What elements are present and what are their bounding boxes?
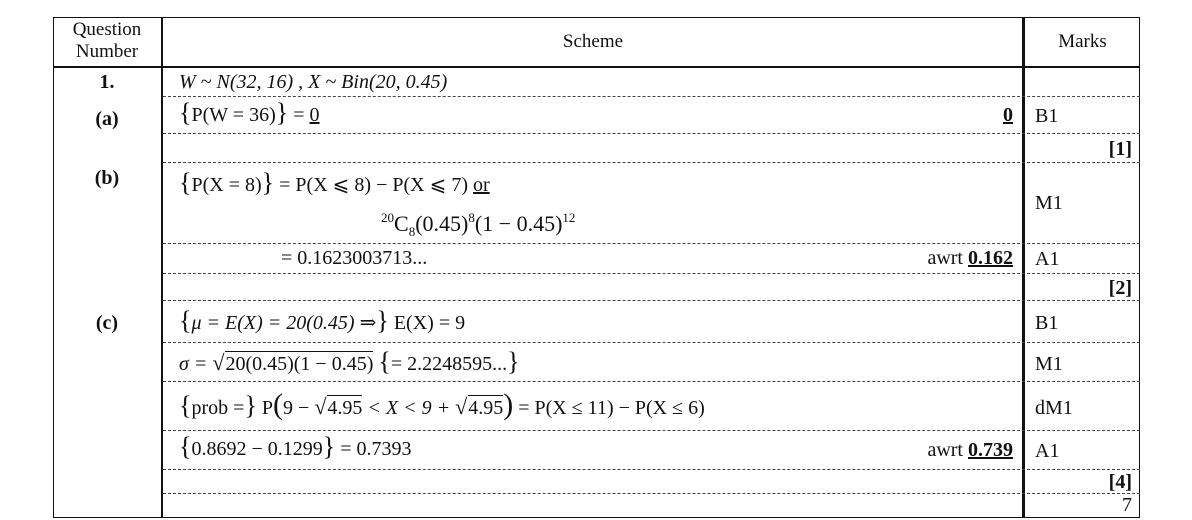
part-b-q-exp: 12 [562,210,576,225]
part-b-difference: = P(X ⩽ 8) − P(X ⩽ 7) [274,174,473,196]
part-c-answer [927,439,1013,462]
part-b-r: 8 [408,224,416,239]
part-a-value: 0 [309,104,320,126]
part-b-or: or [473,174,490,196]
row-rule [163,300,1140,301]
part-b-result: = 0.1623003713... [281,247,428,269]
table-border-top [53,17,1140,18]
part-c-label: (c) [95,312,119,334]
table-border-bottom [53,517,1140,518]
part-b-label: (b) [94,167,120,189]
part-c-mark3: dM1 [1035,397,1073,419]
part-c-result: = 0.7393 [335,438,412,460]
part-b-c: C [394,211,409,236]
mark-scheme-table [53,17,1140,518]
row-rule [163,381,1140,382]
part-c-ex: E(X) = 9 [388,312,466,334]
part-a-working: {P(W = 36)} = 0 [179,98,320,127]
row-rule [163,162,1140,163]
header-rule [53,66,1140,68]
part-c-sigma-value: = 2.2248595... [390,353,508,375]
part-a-expression: P(W = 36) [191,104,276,126]
header-marks: Marks [1058,31,1107,52]
part-b-q: (1 − 0.45) [474,211,563,236]
part-b-mark2: A1 [1035,248,1060,270]
part-b-line2 [381,210,575,240]
part-b-expression: P(X = 8) [191,174,262,196]
part-c-total: [4] [1108,471,1132,493]
part-a-mark: B1 [1035,105,1059,127]
row-rule [163,133,1140,134]
part-a-answer [1003,104,1013,127]
grand-total: 7 [1122,494,1132,516]
part-a-equals: = [288,104,310,126]
column-divider-question [161,17,163,518]
part-c-p: P [256,397,274,419]
part-c-root2: 4.95 [468,397,504,419]
part-b-mark1: M1 [1035,192,1063,214]
part-b-p: (0.45) [415,211,469,236]
part-a-answer-value: 0 [1003,104,1013,126]
part-a-total: [1] [1108,138,1132,160]
part-b-line1: {P(X = 8)} = P(X ⩽ 8) − P(X ⩽ 7) or [179,168,490,197]
part-c-mean: μ = E(X) = 20(0.45) ⇒ [191,312,377,334]
row-rule [163,243,1140,244]
header-question-number: Question Number [72,19,142,62]
part-c-sigma: σ = [179,353,213,375]
part-b-total: [2] [1108,277,1132,299]
column-divider-marks [1022,17,1025,518]
part-b-n: 20 [381,210,394,225]
part-c-subtraction: 0.8692 − 0.1299 [191,438,323,460]
part-a-label: (a) [95,108,119,130]
part-c-line1: {μ = E(X) = 20(0.45) ⇒} E(X) = 9 [179,306,466,335]
part-c-root1: 4.95 [327,397,363,419]
part-c-answer-prefix: awrt [927,439,968,461]
part-c-line4: {0.8692 − 0.1299} = 0.7393 [179,432,412,461]
table-border-right [1139,17,1140,518]
given-distributions: W ~ N(32, 16) , X ~ Bin(20, 0.45) [179,71,448,93]
row-rule [163,96,1140,97]
row-rule [163,342,1140,343]
part-c-line2: σ = √20(0.45)(1 − 0.45) {= 2.2248595...} [179,347,520,376]
part-b-answer-value: 0.162 [968,247,1013,269]
row-rule [163,493,1140,494]
part-b-answer [927,247,1013,270]
part-b-answer-prefix: awrt [927,247,968,269]
row-rule [163,430,1140,431]
row-rule [163,469,1140,470]
part-c-prob-label: prob = [191,397,245,419]
part-c-mark4: A1 [1035,440,1060,462]
question-number: 1. [99,71,115,93]
header-scheme: Scheme [562,31,624,52]
part-c-difference: = P(X ≤ 11) − P(X ≤ 6) [513,397,705,419]
part-c-answer-value: 0.739 [968,439,1013,461]
part-c-sigma-radicand: 20(0.45)(1 − 0.45) [225,353,374,375]
part-b-p-exp: 8 [468,210,475,225]
part-c-lower: 9 − [283,397,315,419]
part-c-mark1: B1 [1035,312,1059,334]
part-c-middle: < X < 9 + [362,397,456,419]
row-rule [163,273,1140,274]
part-c-line3: {prob =} P(9 − √4.95 < X < 9 + √4.95) = P(X ≤ 11) − P(X ≤ 6) [179,388,705,421]
part-c-mark2: M1 [1035,353,1063,375]
